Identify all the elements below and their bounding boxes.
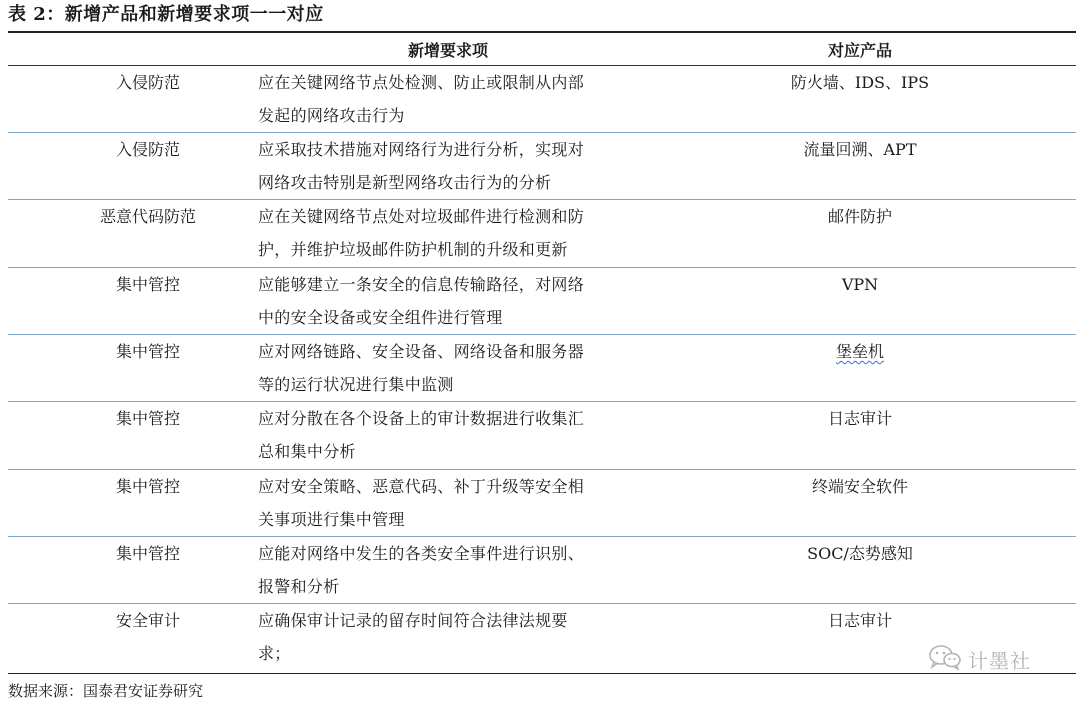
row-category: 集中管控 (115, 544, 180, 563)
header-requirement: 新增要求项 (407, 41, 488, 60)
row-product: 防火墙、IDS、IPS (790, 73, 930, 92)
row-category: 恶意代码防范 (99, 207, 196, 226)
row-category: 集中管控 (115, 342, 180, 361)
row-requirement: 应在关键网络节点处检测、防止或限制从内部 发起的网络攻击行为 (258, 73, 585, 125)
table-row (8, 604, 1076, 672)
row-product: VPN (841, 275, 879, 294)
watermark (928, 645, 1031, 673)
row-requirement: 应对分散在各个设备上的审计数据进行收集汇 总和集中分析 (258, 409, 585, 461)
header-product: 对应产品 (827, 41, 892, 60)
row-product: 日志审计 (827, 611, 892, 630)
table-row (8, 335, 1076, 402)
table-bottom-rule (8, 673, 1076, 674)
row-requirement: 应对网络链路、安全设备、网络设备和服务器 等的运行状况进行集中监测 (258, 342, 585, 394)
row-requirement: 应采取技术措施对网络行为进行分析，实现对 网络攻击特别是新型网络攻击行为的分析 (258, 140, 585, 192)
spellcheck-underlined-product: 堡垒机 (835, 342, 884, 361)
row-requirement: 应确保审计记录的留存时间符合法律法规要 求； (258, 611, 568, 663)
table-title: 表 2：新增产品和新增要求项一一对应 (8, 4, 324, 25)
row-category: 安全审计 (115, 611, 180, 630)
source-note: 数据来源：国泰君安证券研究 (8, 682, 204, 700)
table-header (8, 33, 1076, 66)
row-product: SOC/态势感知 (807, 544, 913, 563)
row-product: 邮件防护 (827, 207, 892, 226)
row-product (720, 335, 1000, 368)
row-requirement: 应对安全策略、恶意代码、补丁升级等安全相 关事项进行集中管理 (258, 477, 585, 529)
row-product: 终端安全软件 (811, 477, 908, 496)
row-category: 集中管控 (115, 409, 180, 428)
row-requirement: 应能对网络中发生的各类安全事件进行识别、 报警和分析 (258, 544, 585, 596)
row-category: 集中管控 (115, 275, 180, 294)
row-category: 入侵防范 (115, 73, 180, 92)
row-requirement: 应能够建立一条安全的信息传输路径，对网络 中的安全设备或安全组件进行管理 (258, 275, 585, 327)
table-row (8, 537, 1076, 604)
table-row (8, 470, 1076, 537)
table-row (8, 268, 1076, 335)
wechat-icon (928, 644, 962, 674)
row-requirement: 应在关键网络节点处对垃圾邮件进行检测和防 护，并维护垃圾邮件防护机制的升级和更新 (258, 207, 585, 259)
table-row (8, 66, 1076, 133)
table-row (8, 200, 1076, 268)
row-product: 流量回溯、APT (803, 140, 917, 159)
table-row (8, 133, 1076, 200)
table-row (8, 402, 1076, 470)
row-category: 集中管控 (115, 477, 180, 496)
watermark-text: 计墨社 (968, 648, 1031, 673)
row-product: 日志审计 (827, 409, 892, 428)
row-category: 入侵防范 (115, 140, 180, 159)
